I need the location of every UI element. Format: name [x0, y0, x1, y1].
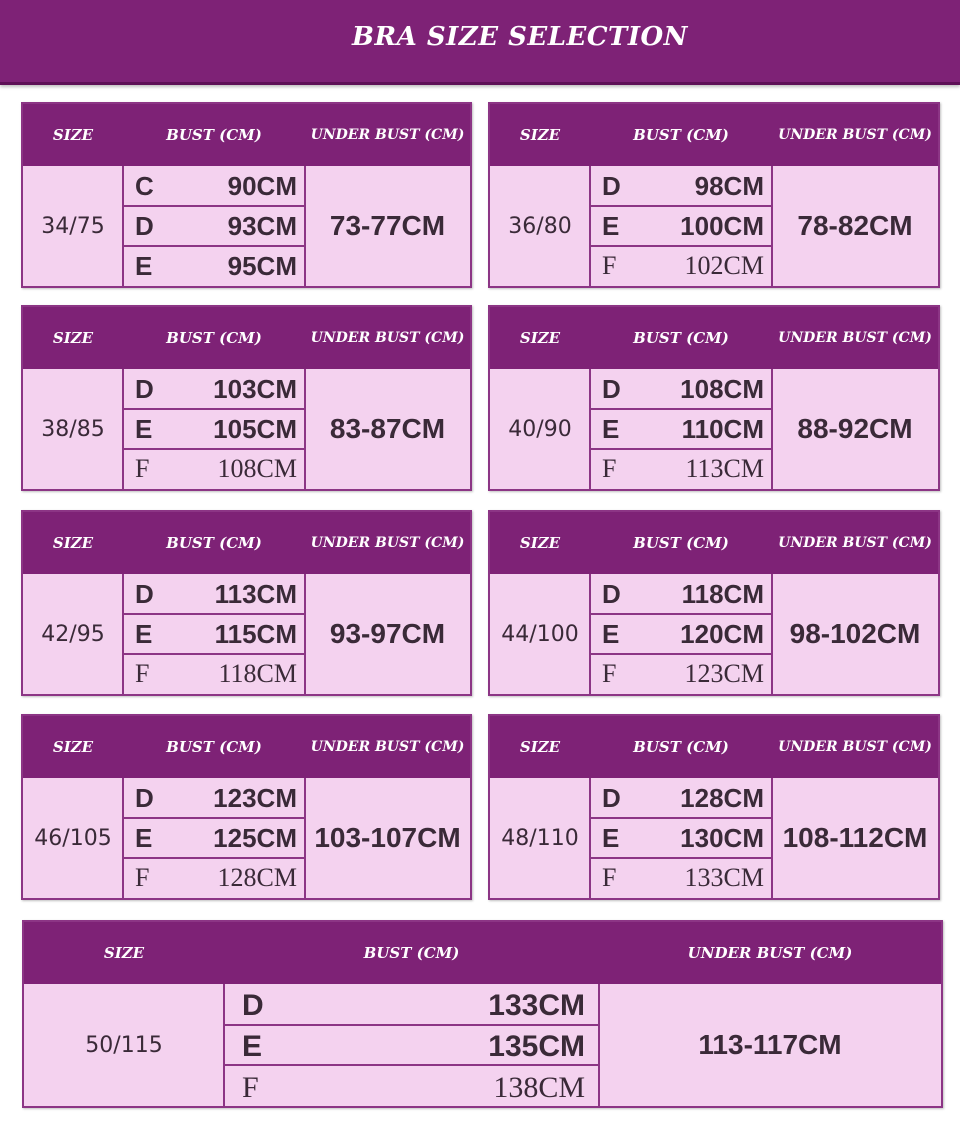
cup-letter: E [135, 251, 153, 281]
size-table [488, 305, 940, 491]
cup-letter: F [135, 659, 150, 688]
title-banner [0, 0, 960, 85]
cup-letter: F [242, 1070, 259, 1104]
header-under-bust: UNDER BUST (CM) [310, 535, 465, 551]
row-divider [123, 205, 305, 207]
row-divider [224, 1064, 599, 1066]
header-bust: BUST (CM) [633, 329, 729, 347]
header-under-bust: UNDER BUST (CM) [778, 330, 932, 346]
header-bust: BUST (CM) [633, 738, 729, 756]
header-bust: BUST (CM) [633, 534, 729, 552]
bust-value: 103CM [213, 374, 297, 404]
cup-letter: F [602, 454, 617, 483]
row-divider [123, 817, 305, 819]
header-size: SIZE [52, 329, 94, 347]
page-title: BRA SIZE SELECTION [352, 22, 688, 52]
cup-letter: E [602, 619, 620, 649]
table-header [23, 104, 470, 166]
cup-letter: E [602, 211, 620, 241]
bust-value: 133CM [684, 863, 764, 892]
bust-value: 123CM [684, 659, 764, 688]
size-value: 40/90 [508, 416, 572, 442]
bust-value: 98CM [694, 171, 764, 201]
header-under-bust: UNDER BUST (CM) [778, 739, 932, 755]
bust-value: 108CM [217, 454, 297, 483]
size-table [488, 510, 940, 696]
column-divider [122, 778, 124, 898]
cup-letter: F [135, 863, 150, 892]
header-size: SIZE [519, 126, 561, 144]
column-divider [122, 166, 124, 286]
row-divider [590, 817, 772, 819]
cup-letter: D [135, 211, 154, 241]
under-bust-value: 103-107CM [314, 822, 461, 853]
bust-value: 130CM [680, 823, 764, 853]
row-divider [590, 408, 772, 410]
size-table [21, 714, 472, 900]
row-divider [590, 653, 772, 655]
cup-letter: D [135, 579, 154, 609]
cup-letter: D [135, 374, 154, 404]
table-header [24, 922, 941, 984]
under-bust-value: 98-102CM [789, 618, 921, 649]
bust-value: 115CM [214, 619, 297, 649]
header-size: SIZE [52, 126, 94, 144]
column-divider [589, 574, 591, 694]
header-bust: BUST (CM) [166, 534, 262, 552]
size-table [22, 920, 943, 1108]
cup-letter: F [602, 251, 617, 280]
bust-value: 90CM [227, 171, 297, 201]
table-header [490, 104, 938, 166]
column-divider [589, 778, 591, 898]
bust-value: 123CM [213, 783, 297, 813]
table-header [23, 512, 470, 574]
header-size: SIZE [52, 534, 94, 552]
cup-letter: E [135, 823, 153, 853]
under-bust-value: 108-112CM [782, 822, 928, 853]
cup-letter: C [135, 171, 154, 201]
header-size: SIZE [519, 738, 561, 756]
header-size: SIZE [519, 329, 561, 347]
cup-letter: E [135, 414, 153, 444]
cup-letter: E [135, 619, 153, 649]
table-header [490, 307, 938, 369]
column-divider [122, 369, 124, 489]
bust-value: 125CM [213, 823, 297, 853]
cup-letter: D [602, 579, 621, 609]
row-divider [123, 653, 305, 655]
under-bust-value: 88-92CM [797, 413, 913, 444]
row-divider [123, 448, 305, 450]
size-value: 46/105 [34, 825, 112, 851]
bust-value: 108CM [680, 374, 764, 404]
row-divider [123, 408, 305, 410]
header-size: SIZE [52, 738, 94, 756]
cup-letter: D [242, 989, 264, 1023]
row-divider [224, 1024, 599, 1026]
bust-value: 113CM [214, 579, 297, 609]
size-value: 50/115 [85, 1032, 163, 1058]
table-header [23, 716, 470, 778]
table-header [490, 512, 938, 574]
bust-value: 100CM [680, 211, 764, 241]
row-divider [590, 857, 772, 859]
cup-letter: E [602, 823, 620, 853]
header-under-bust: UNDER BUST (CM) [687, 944, 853, 962]
bust-value: 110CM [681, 414, 764, 444]
table-header [490, 716, 938, 778]
cup-letter: F [135, 454, 150, 483]
cup-letter: E [602, 414, 620, 444]
bust-value: 128CM [217, 863, 297, 892]
header-under-bust: UNDER BUST (CM) [310, 127, 465, 143]
bust-value: 138CM [493, 1070, 585, 1104]
size-table [488, 714, 940, 900]
size-value: 44/100 [501, 621, 579, 647]
table-header [23, 307, 470, 369]
cup-letter: D [135, 783, 154, 813]
row-divider [590, 448, 772, 450]
size-table [21, 305, 472, 491]
column-divider [589, 369, 591, 489]
header-bust: BUST (CM) [166, 738, 262, 756]
cup-letter: E [242, 1030, 263, 1063]
size-value: 38/85 [41, 416, 105, 442]
size-value: 36/80 [508, 213, 572, 239]
header-under-bust: UNDER BUST (CM) [778, 535, 932, 551]
cup-letter: F [602, 863, 617, 892]
bust-value: 120CM [680, 619, 764, 649]
column-divider [122, 574, 124, 694]
row-divider [123, 613, 305, 615]
under-bust-value: 113-117CM [698, 1029, 842, 1060]
bust-value: 135CM [488, 1030, 585, 1063]
row-divider [123, 857, 305, 859]
row-divider [590, 205, 772, 207]
column-divider [589, 166, 591, 286]
header-bust: BUST (CM) [363, 944, 460, 962]
bust-value: 95CM [227, 251, 297, 281]
size-value: 42/95 [41, 621, 105, 647]
cup-letter: D [602, 783, 621, 813]
under-bust-value: 93-97CM [329, 618, 446, 649]
cup-letter: D [602, 171, 621, 201]
row-divider [123, 245, 305, 247]
cup-letter: D [602, 374, 621, 404]
under-bust-value: 83-87CM [329, 413, 446, 444]
size-table [21, 102, 472, 288]
size-value: 48/110 [501, 825, 579, 851]
bust-value: 113CM [685, 454, 764, 483]
size-table [21, 510, 472, 696]
header-bust: BUST (CM) [633, 126, 729, 144]
header-under-bust: UNDER BUST (CM) [778, 127, 932, 143]
bust-value: 105CM [213, 414, 297, 444]
bust-value: 102CM [684, 251, 764, 280]
header-under-bust: UNDER BUST (CM) [310, 739, 465, 755]
under-bust-value: 73-77CM [329, 210, 446, 241]
column-divider [223, 984, 225, 1106]
size-table [488, 102, 940, 288]
header-size: SIZE [103, 944, 145, 962]
bust-value: 118CM [218, 659, 297, 688]
under-bust-value: 78-82CM [797, 210, 913, 241]
header-under-bust: UNDER BUST (CM) [310, 330, 465, 346]
header-bust: BUST (CM) [166, 329, 262, 347]
bust-value: 118CM [681, 579, 764, 609]
size-value: 34/75 [41, 213, 105, 239]
header-bust: BUST (CM) [166, 126, 262, 144]
row-divider [590, 245, 772, 247]
bust-value: 133CM [488, 989, 585, 1023]
row-divider [590, 613, 772, 615]
bust-value: 128CM [680, 783, 764, 813]
cup-letter: F [602, 659, 617, 688]
bust-value: 93CM [227, 211, 297, 241]
header-size: SIZE [519, 534, 561, 552]
